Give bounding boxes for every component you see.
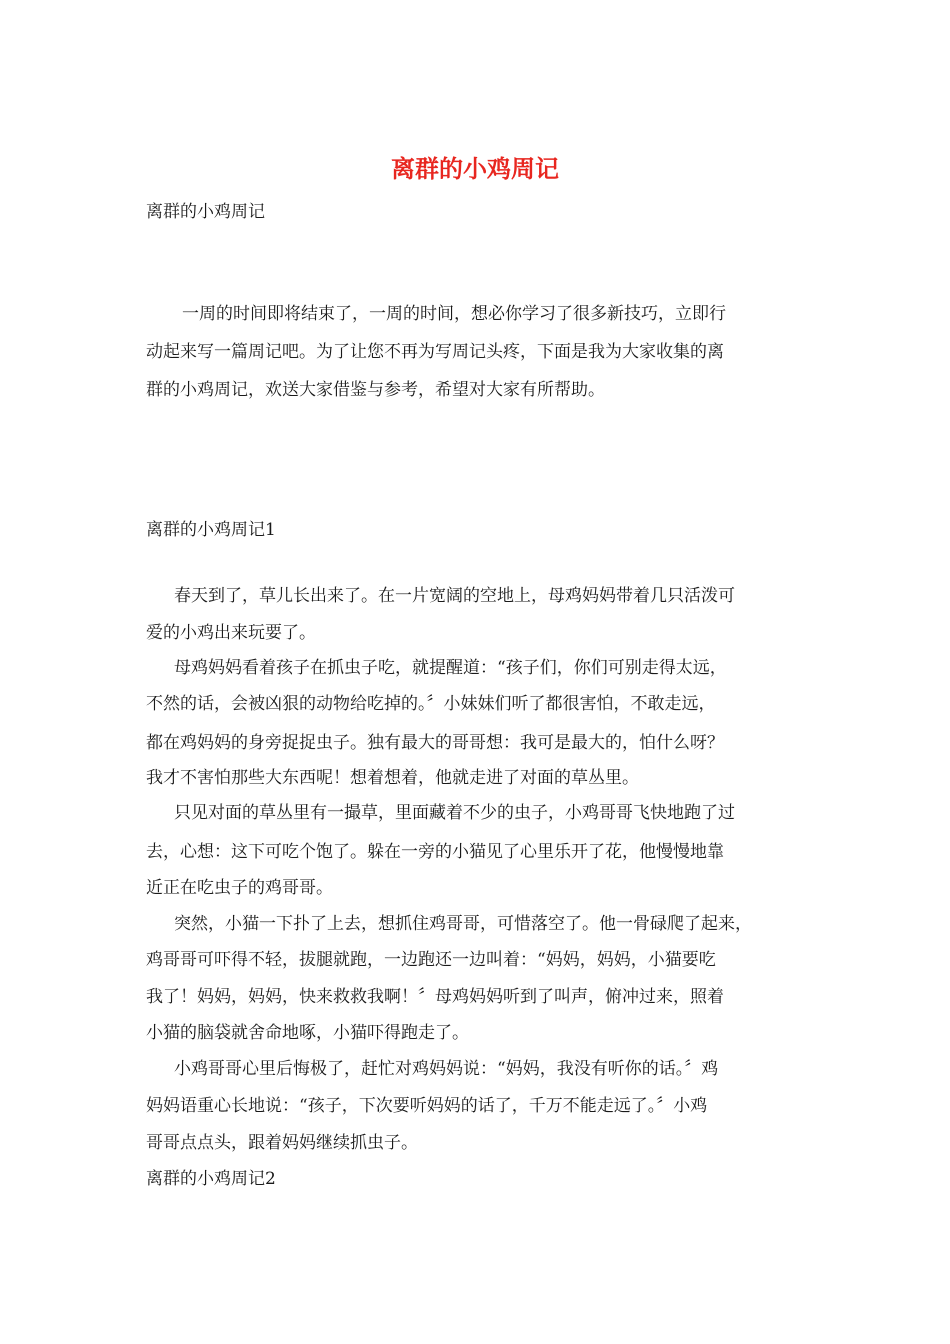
- story-line: 爱的小鸡出来玩要了。: [146, 623, 316, 643]
- story-line: 春天到了，草儿长出来了。在一片宽阔的空地上，母鸡妈妈带着几只活泼可: [174, 586, 735, 606]
- document-title: 离群的小鸡周记: [391, 154, 559, 183]
- story-line: 都在鸡妈妈的身旁捉捉虫子。独有最大的哥哥想：我可是最大的，怕什么呀？: [146, 733, 724, 753]
- story-line: 妈妈语重心长地说：“孩子，下次要听妈妈的话了，千万不能走远了。〞小鸡: [146, 1096, 708, 1116]
- intro-line: 群的小鸡周记，欢送大家借鉴与参考，希望对大家有所帮助。: [146, 380, 605, 400]
- story-line: 母鸡妈妈看着孩子在抓虫子吃，就提醒道：“孩子们，你们可别走得太远，: [174, 658, 727, 678]
- intro-line: 动起来写一篇周记吧。为了让您不再为写周记头疼，下面是我为大家收集的离: [146, 342, 724, 362]
- story-line: 去，心想：这下可吃个饱了。躲在一旁的小猫见了心里乐开了花，他慢慢地靠: [146, 842, 724, 862]
- story-line: 小猫的脑袋就舍命地啄，小猫吓得跑走了。: [146, 1023, 469, 1043]
- section-heading-2: 离群的小鸡周记2: [146, 1169, 276, 1189]
- story-line: 不然的话，会被凶狠的动物给吃掉的。〞小妹妹们听了都很害怕，不敢走远，: [146, 694, 716, 714]
- story-line: 只见对面的草丛里有一撮草，里面藏着不少的虫子，小鸡哥哥飞快地跑了过: [174, 803, 735, 823]
- section-heading-1: 离群的小鸡周记1: [146, 520, 276, 540]
- story-line: 我才不害怕那些大东西呢！想着想着，他就走进了对面的草丛里。: [146, 768, 639, 788]
- intro-line: 一周的时间即将结束了，一周的时间，想必你学习了很多新技巧，立即行: [182, 304, 726, 324]
- document-subtitle: 离群的小鸡周记: [146, 202, 265, 222]
- story-line: 突然，小猫一下扑了上去，想抓住鸡哥哥，可惜落空了。他一骨碌爬了起来，: [174, 914, 752, 934]
- story-line: 我了！妈妈，妈妈，快来救救我啊！〞母鸡妈妈听到了叫声，俯冲过来，照着: [146, 987, 724, 1007]
- story-line: 小鸡哥哥心里后悔极了，赶忙对鸡妈妈说：“妈妈，我没有听你的话。〞鸡: [174, 1059, 719, 1079]
- story-line: 近正在吃虫子的鸡哥哥。: [146, 878, 333, 898]
- story-line: 哥哥点点头，跟着妈妈继续抓虫子。: [146, 1133, 418, 1153]
- story-line: 鸡哥哥可吓得不轻，拔腿就跑，一边跑还一边叫着：“妈妈，妈妈，小猫要吃: [146, 950, 716, 970]
